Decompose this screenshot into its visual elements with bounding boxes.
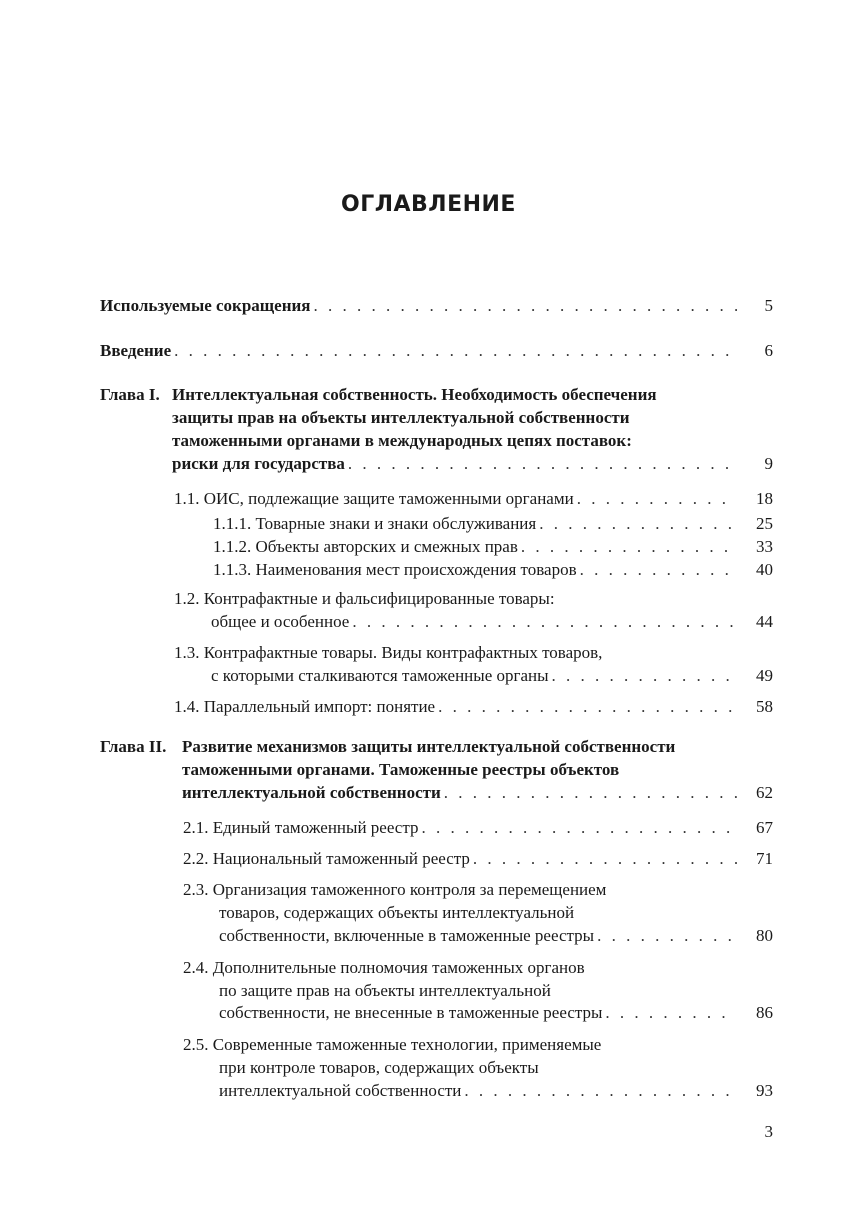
chapter-title-line: интеллектуальной собственности bbox=[182, 783, 441, 802]
toc-section-2-2[interactable] bbox=[183, 847, 773, 870]
toc-entry-label: Используемые сокращения bbox=[100, 296, 311, 315]
toc-entry-label: Введение bbox=[100, 341, 172, 360]
toc-page-number: 40 bbox=[756, 560, 773, 579]
toc-section-2-4-line-3[interactable] bbox=[219, 1001, 773, 1024]
toc-entry-label: 1.1.1. Товарные знаки и знаки обслуживания bbox=[213, 514, 537, 533]
toc-section-2-5-line-3[interactable] bbox=[219, 1079, 773, 1102]
toc-chapter-2-line-3[interactable] bbox=[182, 781, 773, 804]
toc-section-1-1-1[interactable] bbox=[213, 512, 773, 535]
toc-page-number: 44 bbox=[756, 612, 773, 631]
toc-section-1-4[interactable] bbox=[174, 695, 773, 718]
chapter-title-line: таможенными органами в международных цепях поставок: bbox=[172, 431, 632, 450]
toc-section-1-2-line-2[interactable] bbox=[211, 610, 773, 633]
chapter-title-line: Развитие механизмов защиты интеллектуальной собственности bbox=[182, 737, 676, 756]
toc-entry-label: при контроле товаров, содержащих объекты bbox=[219, 1058, 539, 1077]
toc-chapter-1-line-3 bbox=[172, 429, 773, 452]
toc-page-number: 9 bbox=[764, 454, 773, 473]
toc-entry-label: 2.1. Единый таможенный реестр bbox=[183, 818, 419, 837]
toc-entry-label: 1.2. Контрафактные и фальсифицированные товары: bbox=[174, 589, 555, 608]
toc-section-1-2-line-1[interactable] bbox=[174, 587, 773, 610]
toc-page-number: 71 bbox=[756, 849, 773, 868]
toc-chapter-1-line-2 bbox=[172, 406, 773, 429]
chapter-title-line: таможенными органами. Таможенные реестры объектов bbox=[182, 760, 620, 779]
toc-page-number: 49 bbox=[756, 666, 773, 685]
toc-chapter-2-line-1[interactable] bbox=[100, 735, 773, 758]
toc-page-number: 58 bbox=[756, 697, 773, 716]
toc-section-2-4-line-1[interactable] bbox=[183, 956, 773, 979]
toc-entry-label: интеллектуальной собственности bbox=[219, 1081, 462, 1100]
toc-entry-label: собственности, включенные в таможенные реестры bbox=[219, 926, 595, 945]
toc-entry-label: 1.1. ОИС, подлежащие защите таможенными органами bbox=[174, 489, 574, 508]
toc-section-1-1[interactable] bbox=[174, 487, 773, 510]
toc-page-number: 86 bbox=[756, 1003, 773, 1022]
toc-chapter-2-line-2 bbox=[182, 758, 773, 781]
toc-entry-label: товаров, содержащих объекты интеллектуальной bbox=[219, 903, 575, 922]
toc-section-2-3-line-1[interactable] bbox=[183, 878, 773, 901]
toc-entry-abbreviations[interactable] bbox=[100, 294, 773, 317]
toc-entry-label: 1.4. Параллельный импорт: понятие bbox=[174, 697, 436, 716]
chapter-title-line: Интеллектуальная собственность. Необходимость обеспечения bbox=[172, 385, 657, 404]
toc-entry-label: с которыми сталкиваются таможенные органы bbox=[211, 666, 549, 685]
toc-page-number: 67 bbox=[756, 818, 773, 837]
toc-page-number: 5 bbox=[764, 296, 773, 315]
toc-section-1-1-2[interactable] bbox=[213, 535, 773, 558]
toc-section-2-5-line-1[interactable] bbox=[183, 1033, 773, 1056]
toc-chapter-1-line-4[interactable] bbox=[172, 452, 773, 475]
toc-section-2-4-line-2 bbox=[219, 979, 773, 1002]
toc-page-number: 18 bbox=[756, 489, 773, 508]
toc-section-2-3-line-2 bbox=[219, 901, 773, 924]
toc-section-2-5-line-2 bbox=[219, 1056, 773, 1079]
toc-section-1-3-line-1[interactable] bbox=[174, 641, 773, 664]
toc-entry-label: 1.3. Контрафактные товары. Виды контрафактных товаров, bbox=[174, 643, 603, 662]
toc-entry-label: по защите прав на объекты интеллектуальной bbox=[219, 981, 551, 1000]
toc-entry-introduction[interactable] bbox=[100, 339, 773, 362]
page-number: 3 bbox=[764, 1122, 773, 1141]
toc-entry-label: 2.5. Современные таможенные технологии, применяемые bbox=[183, 1035, 602, 1054]
toc-chapter-1-line-1[interactable] bbox=[100, 383, 773, 406]
chapter-prefix: Глава II. bbox=[100, 737, 167, 756]
toc-page-number: 80 bbox=[756, 926, 773, 945]
toc-page-number: 33 bbox=[756, 537, 773, 556]
chapter-title-line: защиты прав на объекты интеллектуальной собственности bbox=[172, 408, 630, 427]
toc-entry-label: 2.2. Национальный таможенный реестр bbox=[183, 849, 470, 868]
toc-section-1-3-line-2[interactable] bbox=[211, 664, 773, 687]
toc-page-number: 62 bbox=[756, 783, 773, 802]
toc-section-2-3-line-3[interactable] bbox=[219, 924, 773, 947]
chapter-title-line: риски для государства bbox=[172, 454, 345, 473]
toc-page-number: 25 bbox=[756, 514, 773, 533]
toc-section-2-1[interactable] bbox=[183, 816, 773, 839]
toc-entry-label: 2.3. Организация таможенного контроля за перемещением bbox=[183, 880, 607, 899]
toc-page-number: 6 bbox=[764, 341, 773, 360]
toc-section-1-1-3[interactable] bbox=[213, 558, 773, 581]
toc-entry-label: собственности, не внесенные в таможенные реестры bbox=[219, 1003, 603, 1022]
toc-entry-label: 1.1.2. Объекты авторских и смежных прав bbox=[213, 537, 518, 556]
chapter-prefix: Глава I. bbox=[100, 385, 160, 404]
toc-entry-label: общее и особенное bbox=[211, 612, 350, 631]
toc-entry-label: 2.4. Дополнительные полномочия таможенных органов bbox=[183, 958, 585, 977]
toc-page-number: 93 bbox=[756, 1081, 773, 1100]
page-title: ОГЛАВЛЕНИЕ bbox=[341, 192, 516, 217]
toc-entry-label: 1.1.3. Наименования мест происхождения товаров bbox=[213, 560, 577, 579]
